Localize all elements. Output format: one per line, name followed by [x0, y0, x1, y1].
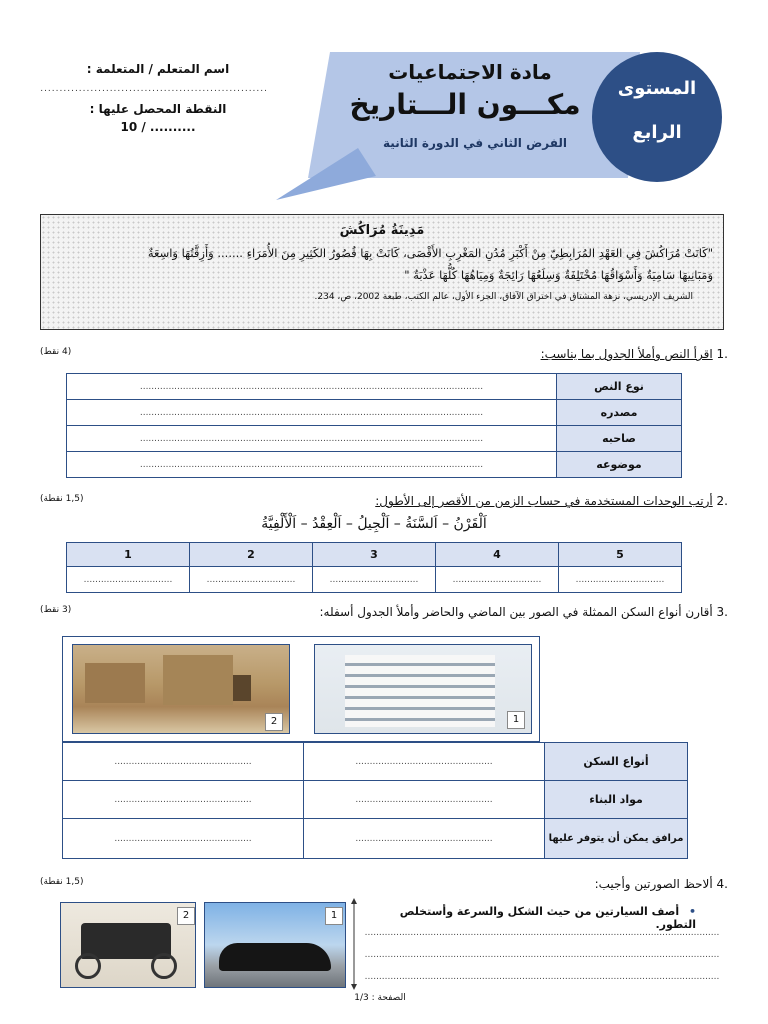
table-row: [63, 743, 688, 781]
source-text-box: [40, 214, 724, 330]
q3-answer-cell[interactable]: ................................................: [304, 781, 545, 819]
table-row: [63, 819, 688, 859]
car-body-shape: [219, 943, 331, 971]
q1-answer-1[interactable]: ........................................................................................................................: [67, 374, 557, 400]
table-row: [67, 400, 682, 426]
q3-answer-cell[interactable]: ................................................: [63, 819, 304, 859]
q1-row-label: مصدره: [557, 400, 682, 426]
table-row: [67, 374, 682, 400]
vertical-divider: [350, 898, 358, 990]
level-line1: المستوى: [617, 78, 697, 99]
modern-building-photo: [314, 644, 532, 734]
q3-answer-cell[interactable]: ................................................: [304, 819, 545, 859]
photo-number: 1: [325, 907, 343, 925]
q2-table: [66, 542, 682, 593]
q4-bullet-text: أصف السيارتين من حيث الشكل والسرعة وأستخلص التطور.: [399, 905, 696, 931]
q2-answer-cell[interactable]: ...............................: [313, 567, 436, 593]
old-car-photo: [60, 902, 196, 988]
q3-points: (3 نقط): [40, 605, 72, 615]
q3-title: [320, 605, 728, 619]
q1-title: [541, 347, 728, 361]
text-source: الشريف الإدريسي، نزهة المشتاق في اختراق الآفاق، الجزء الأول، عالم الكتب، طبعة 2002، ص، 234.: [314, 292, 693, 302]
score-label: النقطة المحصل عليها :: [89, 102, 227, 116]
q4-number: .4: [716, 877, 728, 891]
table-row: [67, 567, 682, 593]
q1-answer-2[interactable]: ........................................................................................................................: [67, 400, 557, 426]
q3-row-label: مواد البناء: [545, 781, 688, 819]
q2-number: .2: [716, 494, 728, 508]
q2-text: أرتب الوحدات المستخدمة في حساب الزمن من الأقصر إلى الأطول:: [375, 494, 713, 508]
table-row: [67, 452, 682, 478]
text-line-1: "كَانَتْ مُرَاكُشَ فِي العَهْدِ المُرَابِطِيّ مِنْ أَكْبَرِ مُدُنِ المَغْرِبِ الأَقْصَى، كَانَتْ بِهَا قُصُورُ الكَثِيرِ مِنَ الأُمَرَاءِ ....... وَأَزِقَّتُهَا وَاسِعَةٌ: [147, 246, 713, 260]
wall-shape: [85, 663, 145, 703]
q2-units: اَلْقَرْنُ – اَلسَّنَةُ – اَلْجِيلُ – اَلْعِقْدُ – اَلْأَلْفِيَّةُ: [261, 516, 487, 532]
q3-row-label: أنواع السكن: [545, 743, 688, 781]
q3-number: .3: [716, 605, 728, 619]
q1-points: (4 نقط): [40, 347, 72, 357]
q1-number: .1: [716, 347, 728, 361]
old-house-photo: [72, 644, 290, 734]
score-value: 10 / ..........: [120, 120, 196, 134]
q4-text: ألاحظ الصورتين وأجيب:: [594, 877, 713, 891]
photo-number: 2: [265, 713, 283, 731]
wheel-shape: [75, 953, 101, 979]
q1-answer-4[interactable]: ........................................................................................................................: [67, 452, 557, 478]
q1-row-label: صاحبه: [557, 426, 682, 452]
q2-answer-cell[interactable]: ...............................: [559, 567, 682, 593]
q2-answer-cell[interactable]: ...............................: [190, 567, 313, 593]
student-name-dots[interactable]: ...........................................................: [40, 84, 268, 94]
page-number: الصفحة : 1/3: [354, 993, 406, 1003]
q1-text: اقرأ النص وأملأ الجدول بما يناسب:: [540, 347, 713, 361]
table-row: [67, 426, 682, 452]
q3-answer-cell[interactable]: ................................................: [63, 781, 304, 819]
bullet-icon: •: [688, 905, 696, 918]
level-badge: [592, 52, 722, 182]
q2-answer-cell[interactable]: ...............................: [67, 567, 190, 593]
q3-row-label: مرافق يمكن أن يتوفر عليها: [545, 819, 688, 859]
level-line2: الرابع: [632, 122, 682, 143]
q2-points: (1,5 نقطة): [40, 494, 84, 504]
q3-answer-cell[interactable]: ................................................: [304, 743, 545, 781]
q2-col-header: 2: [190, 543, 313, 567]
q2-col-header: 1: [67, 543, 190, 567]
building-shape: [345, 655, 495, 727]
q2-col-header: 4: [436, 543, 559, 567]
q1-row-label: موضوعه: [557, 452, 682, 478]
q3-text: أقارن أنواع السكن الممثلة في الصور بين الماضي والحاضر وأملأ الجدول أسفله:: [319, 605, 713, 619]
q2-col-header: 3: [313, 543, 436, 567]
table-row: [67, 543, 682, 567]
q4-answer-line[interactable]: ............................................................................................................................: [364, 928, 720, 938]
q1-row-label: نوع النص: [557, 374, 682, 400]
exam-title: الفرض الثاني في الدورة الثانية: [383, 136, 567, 150]
text-line-2: وَمَبَانِيهَا سَامِيَةٌ وَأَسْوَاقُهَا مُخْتَلِفَةٌ وَسِلَعُهَا رَائِجَةٌ وَمِيَاهُهَا كُلُّهَا عَذْبَةٌ ": [404, 268, 713, 282]
q2-col-header: 5: [559, 543, 682, 567]
q4-answer-line[interactable]: ............................................................................................................................: [364, 950, 720, 960]
component-title: مكـــون الـــتاريخ: [349, 88, 581, 121]
q2-answer-cell[interactable]: ...............................: [436, 567, 559, 593]
q1-answer-3[interactable]: ........................................................................................................................: [67, 426, 557, 452]
q4-answer-line[interactable]: ............................................................................................................................: [364, 972, 720, 982]
student-info: [40, 62, 268, 134]
modern-car-photo: [204, 902, 346, 988]
q2-title: [375, 494, 728, 508]
q3-table: [62, 742, 688, 859]
wheel-shape: [151, 953, 177, 979]
table-row: [63, 781, 688, 819]
q1-table: [66, 373, 682, 478]
photo-number: 1: [507, 711, 525, 729]
text-title: مَدِينَةُ مُرَاكُشَ: [339, 223, 425, 238]
wall-shape: [163, 655, 233, 705]
photo-number: 2: [177, 907, 195, 925]
student-name-label: اسم المتعلم / المتعلمة :: [86, 62, 230, 76]
q3-answer-cell[interactable]: ................................................: [63, 743, 304, 781]
subject-title: مادة الاجتماعيات: [388, 60, 552, 84]
q4-title: [595, 877, 728, 891]
q4-points: (1,5 نقطة): [40, 877, 84, 887]
doorway-shape: [233, 675, 251, 701]
